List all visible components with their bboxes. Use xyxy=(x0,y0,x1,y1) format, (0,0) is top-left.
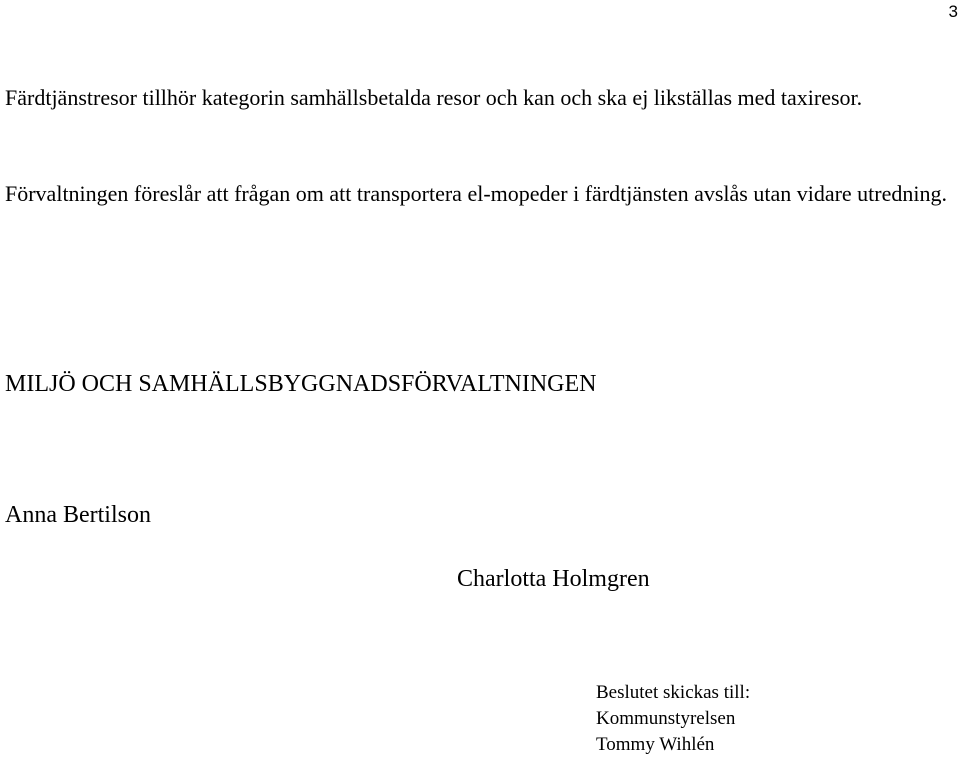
signatory-anna-bertilson: Anna Bertilson xyxy=(5,502,151,528)
department-name: MILJÖ OCH SAMHÄLLSBYGGNADSFÖRVALTNINGEN xyxy=(5,371,597,397)
page-number: 3 xyxy=(948,2,958,21)
paragraph-taxi-classification: Färdtjänstresor tillhör kategorin samhällsbetalda resor och kan och ska ej likställas med taxiresor. xyxy=(5,85,863,110)
distribution-list xyxy=(596,680,750,758)
distribution-recipient: Kommunstyrelsen xyxy=(596,708,736,729)
paragraph-proposal: Förvaltningen föreslår att frågan om att transportera el-mopeder i färdtjänsten avslås utan vidare utredning. xyxy=(5,181,947,206)
distribution-recipient: Tommy Wihlén xyxy=(596,734,715,755)
distribution-heading: Beslutet skickas till: xyxy=(596,682,751,703)
signatory-charlotta-holmgren: Charlotta Holmgren xyxy=(457,566,650,592)
